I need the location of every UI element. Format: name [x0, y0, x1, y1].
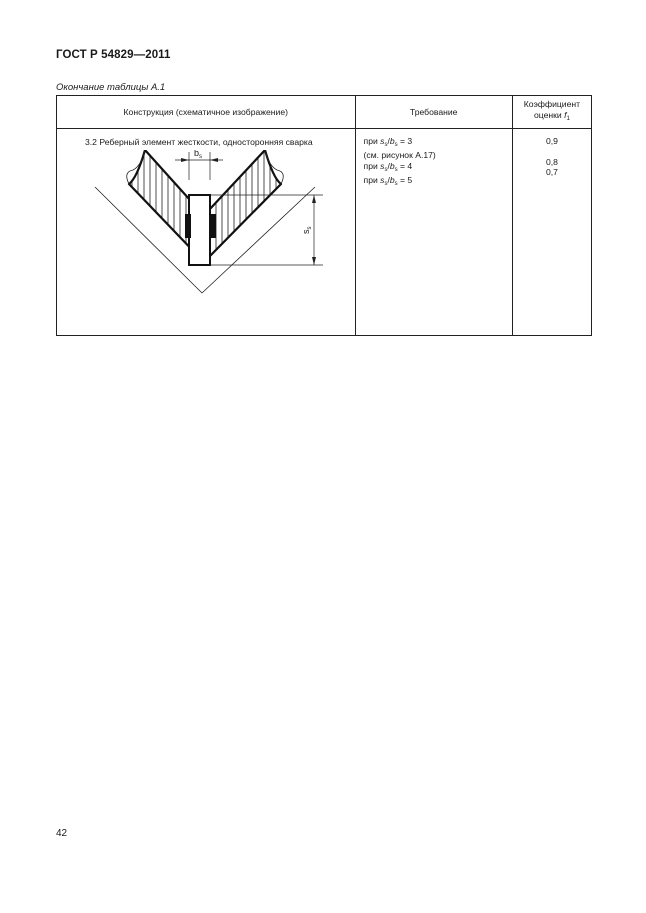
coefficient-cell: [512, 129, 591, 336]
left-weld: [185, 214, 191, 238]
dim-b-label: $b_s$: [194, 150, 203, 160]
dim-b-arrow-left: [181, 158, 189, 162]
rib-stiffener-figure: [57, 150, 353, 326]
table-header-row: [57, 96, 592, 129]
rib: [189, 195, 210, 265]
item-description: 3.2 Реберный элемент жесткости, односторонняя сварка: [85, 137, 313, 147]
requirements-table: [56, 95, 592, 336]
requirement-cell: [355, 129, 512, 336]
header-coef-symbol: f: [564, 110, 567, 120]
table-row: [57, 129, 592, 336]
requirement-note: (см. рисунок А.17): [363, 150, 436, 161]
header-requirement: Требование: [355, 96, 512, 129]
header-coefficient: [512, 96, 591, 129]
right-weld: [210, 214, 216, 238]
coefficient-value-3: 0,7: [545, 166, 558, 177]
header-construction: Конструкция (схематичное изображение): [57, 96, 356, 129]
right-plate: [209, 150, 281, 257]
requirement-line-1: при $s_s/b_s = 3$: [363, 136, 413, 148]
coefficient-value-1: 0,9: [545, 136, 558, 146]
requirement-line-2: при $s_s/b_s = 4$: [363, 160, 413, 173]
dim-s-arrow-top: [312, 195, 316, 203]
header-coef-line1: Коэффициент: [523, 99, 581, 109]
requirement-line-3: при $s_s/b_s = 5$: [363, 174, 413, 187]
table-caption: Окончание таблицы А.1: [56, 82, 166, 93]
dim-s-label: $s_s$: [301, 226, 313, 234]
construction-cell: [57, 129, 356, 336]
header-coef-sub: 1: [566, 116, 570, 122]
header-coef-line2: оценки: [534, 110, 562, 120]
page-number: 42: [56, 828, 68, 839]
dim-b-arrow-right: [210, 158, 218, 162]
coefficient-value-2: 0,8: [545, 156, 558, 167]
dim-s-arrow-bottom: [312, 257, 316, 265]
standard-title: ГОСТ Р 54829—2011: [56, 49, 171, 61]
